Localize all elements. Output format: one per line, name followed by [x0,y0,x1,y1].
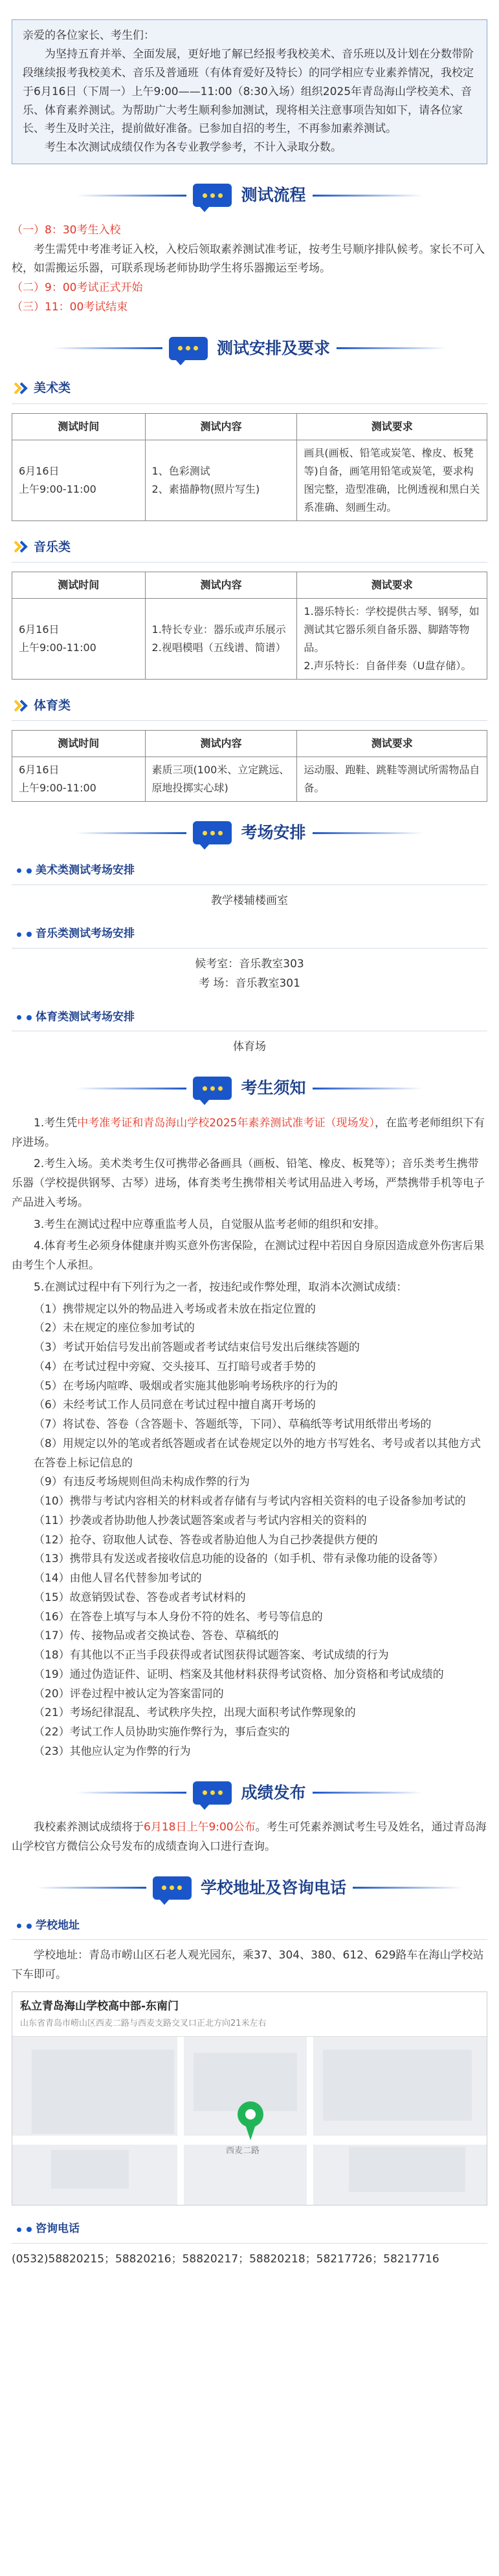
list-item: （4）在考试过程中旁窥、交头接耳、互打暗号或者手势的 [34,1360,316,1373]
divider [76,1088,186,1089]
intro-greeting: 亲爱的各位家长、考生们： [23,29,155,42]
table-header: 测试要求 [297,413,487,440]
table-header: 测试要求 [297,572,487,598]
intro-note: 考生本次测试成绩仅作为各专业教学参考，不计入录取分数。 [45,141,342,155]
subsection-pe [12,695,487,721]
room-art-place: 教学楼辅楼画室 [211,894,288,907]
list-item: （7）将试卷、答卷（含答题卡、答题纸等，下同）、草稿纸等考试用纸带出考场的 [34,1418,432,1432]
pe-table [12,730,487,802]
list-item: （1）携带规定以外的物品进入考场或者未放在指定位置的 [34,1302,316,1316]
room-pe-heading: 体育类测试考场安排 [12,1008,487,1032]
divider [353,1887,463,1889]
table-cell-content: 1、色彩测试 2、素描静物(照片写生) [145,440,297,521]
list-item: （12）抢夺、窃取他人试卷、答卷或者胁迫他人为自己抄袭提供方便的 [34,1533,378,1547]
intro-box [12,19,487,164]
map-card[interactable] [12,1991,487,2206]
double-chevron-icon [12,700,27,712]
notice-item-3: 3.考生在测试过程中应尊重监考人员，自觉服从监考老师的组织和安排。 [34,1218,386,1231]
chat-bubble-icon [193,821,232,844]
table-cell-time: 6月16日 上午9:00-11:00 [12,598,146,679]
table-header: 测试要求 [297,731,487,757]
map-place-address: 山东省青岛市崂山区西麦二路与西麦支路交叉口正北方向21米左右 [20,2018,267,2028]
notice-item-5: 5.在测试过程中有下列行为之一者，按违纪或作弊处理，取消本次测试成绩： [34,1280,408,1294]
result-text: 我校素养测试成绩将于6月18日上午9:00公布。考生可凭素养测试考生号及姓名，通过青岛海山学校官方微信公众号发布的成绩查询入口进行查询。 [12,1821,487,1854]
list-item: （9）有违反考场规则但尚未构成作弊的行为 [34,1476,250,1489]
double-chevron-icon [12,541,27,553]
list-item: （10）携带与考试内容相关的材料或者存储有与考试内容相关资料的电子设备参加考试的 [34,1495,466,1508]
divider [313,832,423,834]
table-cell-time: 6月16日 上午9:00-11:00 [12,757,146,802]
section-title-process [12,181,487,209]
list-item: （21）考场纪律混乱、考试秩序失控，出现大面积考试作弊现象的 [34,1706,356,1720]
double-chevron-icon [12,383,27,394]
music-table [12,572,487,680]
subsection-art [12,378,487,403]
list-item: （16）在答卷上填写与本人身份不符的姓名、考号等信息的 [34,1610,323,1624]
map-header [12,1992,487,2037]
chat-bubble-icon [193,1077,232,1100]
table-cell-content: 1.特长专业：器乐或声乐展示 2.视唱模唱（五线谱、简谱） [145,598,297,679]
bullet-icon [17,932,21,937]
list-item: （8）用规定以外的笔或者纸答题或者在试卷规定以外的地方书写姓名、考号或者以其他方式在答卷上标记信息的 [34,1437,481,1470]
map-view[interactable] [12,2037,487,2205]
table-header: 测试时间 [12,572,146,598]
section-title-result [12,1779,487,1807]
list-item: （15）故意销毁试卷、答卷或者考试材料的 [34,1591,246,1604]
list-item: （22）考试工作人员协助实施作弊行为，事后查实的 [34,1726,290,1739]
divider [313,1792,423,1794]
address-heading: 学校地址 [12,1916,487,1940]
phone-heading: 咨询电话 [12,2220,487,2244]
section-heading: 学校地址及咨询电话 [200,1878,346,1897]
violation-list [12,1300,487,1762]
table-cell-requirement: 1.器乐特长：学校提供古琴、钢琴，如测试其它器乐须自备乐器、脚踏等物品。 2.声乐特长：自备伴奏（U盘存储）。 [297,598,487,679]
bullet-icon [27,932,32,937]
section-title-notice [12,1074,487,1102]
section-heading: 成绩发布 [241,1783,306,1802]
chat-bubble-icon [169,337,208,360]
chat-bubble-icon [153,1876,192,1900]
table-header: 测试时间 [12,731,146,757]
divider [52,347,162,349]
section-heading: 考场安排 [241,823,306,843]
process-step-3: （三）11：00考试结束 [12,300,128,314]
list-item: （6）未经考试工作人员同意在考试过程中擅自离开考场的 [34,1399,316,1412]
room-music-wait: 候考室：音乐教室303 [195,958,304,971]
section-title-address [12,1874,487,1902]
subsection-music [12,537,487,563]
chat-bubble-icon [193,184,232,207]
process-step-2: （二）9：00考试正式开始 [12,281,143,295]
process-step-1-detail: 考生需凭中考准考证入校，入校后领取素养测试准考证，按考生号顺序排队候考。家长不可入校，如需搬运乐器，可联系现场老师协助学生将乐器搬运至考场。 [12,242,485,275]
bullet-icon [27,2227,32,2232]
art-table [12,413,487,521]
list-item: （23）其他应认定为作弊的行为 [34,1744,191,1758]
bullet-icon [17,1924,21,1928]
building-block [32,2050,174,2134]
room-pe-place: 体育场 [233,1040,266,1054]
list-item: （2）未在规定的座位参加考试的 [34,1322,195,1335]
phone-numbers[interactable]: (0532)58820215；58820216；58820217；58820218；58217726；58217716 [12,2253,439,2266]
building-block [323,2050,472,2121]
divider [313,195,423,197]
list-item: （18）有其他以不正当手段获得或者试图获得试题答案、考试成绩的行为 [34,1649,389,1662]
divider [76,1792,186,1794]
process-step-1: （一）8：30考生入校 [12,223,121,237]
building-block [51,2150,129,2189]
section-heading: 考生须知 [241,1079,306,1098]
subsection-title: 音乐类 [34,539,71,554]
list-item: （13）携带具有发送或者接收信息功能的设备的（如手机、带有录像功能的设备等） [34,1552,444,1566]
list-item: （14）由他人冒名代替参加考试的 [34,1572,202,1585]
section-heading: 测试安排及要求 [216,338,330,358]
list-item: （5）在考场内喧哗、吸烟或者实施其他影响考场秩序的行为的 [34,1379,338,1393]
notice-item-2: 2.考生入场。美术类考生仅可携带必备画具（画板、铅笔、橡皮、板凳等）；音乐类考生携带乐器（学校提供钢琴、古琴）进场，体育类考生携带相关考试用品进入考场，严禁携带手机等电子产品进入考场。 [12,1157,485,1209]
bullet-icon [27,1015,32,1020]
bullet-icon [27,1924,32,1929]
address-text: 学校地址：青岛市崂山区石老人观光园东，乘37、304、380、612、629路车在海山学校站下车即可。 [12,1949,484,1982]
section-title-room [12,819,487,847]
building-block [194,2053,297,2111]
divider [36,1887,146,1889]
divider [337,347,447,349]
list-item: （3）考试开始信号发出前答题或者考试结束信号发出后继续答题的 [34,1341,360,1355]
list-item: （11）抄袭或者协助他人抄袭试题答案或者与考试内容相关的资料的 [34,1514,367,1527]
table-cell-requirement: 画具(画板、铅笔或炭笔、橡皮、板凳等)自备，画笔用铅笔或炭笔，要求构图完整，造型准确，比例透视和黑白关系准确、刻画生动。 [297,440,487,521]
table-cell-time: 6月16日 上午9:00-11:00 [12,440,146,521]
road-label: 西麦二路 [226,2146,260,2156]
room-music-heading: 音乐类测试考场安排 [12,925,487,949]
table-header: 测试内容 [145,413,297,440]
chat-bubble-icon [193,1781,232,1805]
list-item: （19）通过伪造证件、证明、档案及其他材料获得考试资格、加分资格和考试成绩的 [34,1668,444,1681]
bullet-icon [17,2227,21,2232]
list-item: （20）评卷过程中被认定为答案雷同的 [34,1687,224,1701]
room-music-exam: 考 场：音乐教室301 [199,976,300,990]
map-place-name: 私立青岛海山学校高中部-东南门 [20,1999,179,2013]
table-header: 测试内容 [145,731,297,757]
intro-body: 为坚持五育并举、全面发展，更好地了解已经报考我校美术、音乐班以及计划在分数带阶段继续报考我校美术、音乐及普通班（有体育爱好及特长）的同学相应专业素养情况，我校定于6月16日（下周一）上午9:00——11:00（8:30入场）组织2025年青岛海山学校美术、音乐、体育素养测试。为帮助广大考生顺利参加测试，现将相关注意事项告知如下，请各位家长、考生及时关注，提前做好准备。已参加自招的考生，不再参加素养测试。 [23,47,474,136]
table-header: 测试内容 [145,572,297,598]
notice-item-4: 4.体育考生必须身体健康并购买意外伤害保险，在测试过程中若因自身原因造成意外伤害后果由考生个人承担。 [12,1240,485,1272]
room-art-heading: 美术类测试考场安排 [12,861,487,885]
bullet-icon [17,1015,21,1020]
map-graphic [12,2037,487,2205]
section-heading: 测试流程 [241,186,306,205]
notice-body [12,1114,487,1762]
bullet-icon [17,868,21,873]
divider [76,832,186,834]
subsection-title: 美术类 [34,381,71,396]
table-cell-content: 素质三项(100米、立定跳远、原地投掷实心球) [145,757,297,802]
bullet-icon [27,868,32,874]
divider [313,1088,423,1089]
table-cell-requirement: 运动服、跑鞋、跳鞋等测试所需物品自备。 [297,757,487,802]
divider [76,195,186,197]
process-list [12,221,487,317]
notice-item-1: 1.考生凭中考准考证和青岛海山学校2025年素养测试准考证（现场发），在监考老师组织下有序进场。 [12,1116,485,1149]
subsection-title: 体育类 [34,698,71,713]
table-header: 测试时间 [12,413,146,440]
list-item: （17）传、接物品或者交换试卷、答卷、草稿纸的 [34,1629,279,1643]
section-title-arrangement [12,334,487,363]
building-block [349,2147,465,2192]
